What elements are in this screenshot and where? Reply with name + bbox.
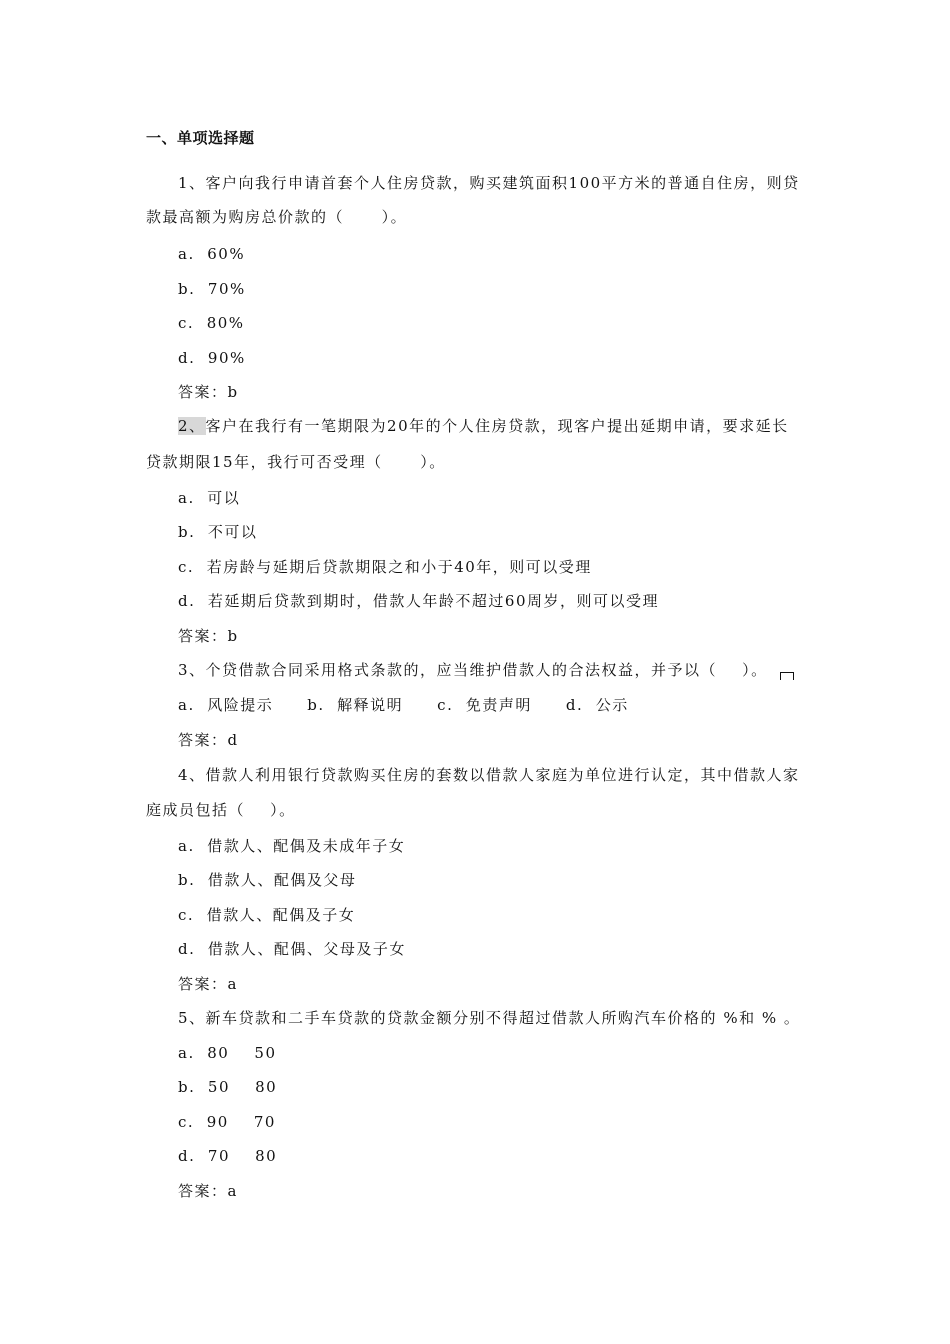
question-3-options (178, 695, 663, 715)
question-3-answer: 答案：d (178, 731, 239, 749)
question-4-option-b: b. 借款人、配偶及父母 (178, 871, 357, 889)
question-4-text: 4、借款人利用银行贷款购买住房的套数以借款人家庭为单位进行认定，其中借款人家 (178, 766, 800, 784)
question-3-option-b: b. 解释说明 (307, 696, 404, 714)
question-1-text-cont: 款最高额为购房总价款的（ ）。 (146, 208, 408, 226)
question-4-option-c: c. 借款人、配偶及子女 (178, 906, 356, 924)
question-1-answer: 答案：b (178, 383, 239, 401)
question-5-option-c: c. 90 70 (178, 1113, 276, 1131)
question-1-option-d: d. 90% (178, 349, 246, 367)
question-3-option-a: a. 风险提示 (178, 696, 274, 714)
question-2-text-cont: 贷款期限15年，我行可否受理（ ）。 (146, 453, 446, 471)
question-3-option-c: c. 免责声明 (437, 696, 532, 714)
question-3-option-d: d. 公示 (565, 696, 629, 714)
section-title: 一、单项选择题 (146, 129, 255, 147)
question-5-answer: 答案：a (178, 1182, 238, 1200)
question-5-option-b: b. 50 80 (178, 1078, 278, 1096)
question-2-text (178, 416, 789, 436)
question-5-option-a: a. 80 50 (178, 1044, 277, 1062)
question-4-answer: 答案：a (178, 975, 238, 993)
question-4-option-a: a. 借款人、配偶及未成年子女 (178, 837, 406, 855)
question-3-text: 3、个贷借款合同采用格式条款的，应当维护借款人的合法权益，并予以（ ）。 (178, 661, 768, 679)
question-1-option-b: b. 70% (178, 280, 246, 298)
question-2-option-b: b. 不可以 (178, 523, 258, 541)
question-2-number: 2、 (178, 417, 206, 435)
question-4-text-cont: 庭成员包括（ ）。 (146, 801, 296, 819)
question-1-option-a: a. 60% (178, 245, 246, 263)
question-1-option-c: c. 80% (178, 314, 245, 332)
question-1-text: 1、客户向我行申请首套个人住房贷款，购买建筑面积100平方米的普通自住房，则贷 (178, 174, 800, 192)
stray-mark (780, 672, 794, 680)
question-5-option-d: d. 70 80 (178, 1147, 278, 1165)
question-2-text-body: 客户在我行有一笔期限为20年的个人住房贷款，现客户提出延期申请，要求延长 (205, 417, 789, 435)
question-2-option-c: c. 若房龄与延期后贷款期限之和小于40年，则可以受理 (178, 558, 592, 576)
question-2-answer: 答案：b (178, 627, 239, 645)
question-2-option-d: d. 若延期后贷款到期时，借款人年龄不超过60周岁，则可以受理 (178, 592, 659, 610)
question-2-option-a: a. 可以 (178, 489, 241, 507)
question-5-text: 5、新车贷款和二手车贷款的贷款金额分别不得超过借款人所购汽车价格的 %和 % 。 (178, 1009, 801, 1027)
question-4-option-d: d. 借款人、配偶、父母及子女 (178, 940, 406, 958)
